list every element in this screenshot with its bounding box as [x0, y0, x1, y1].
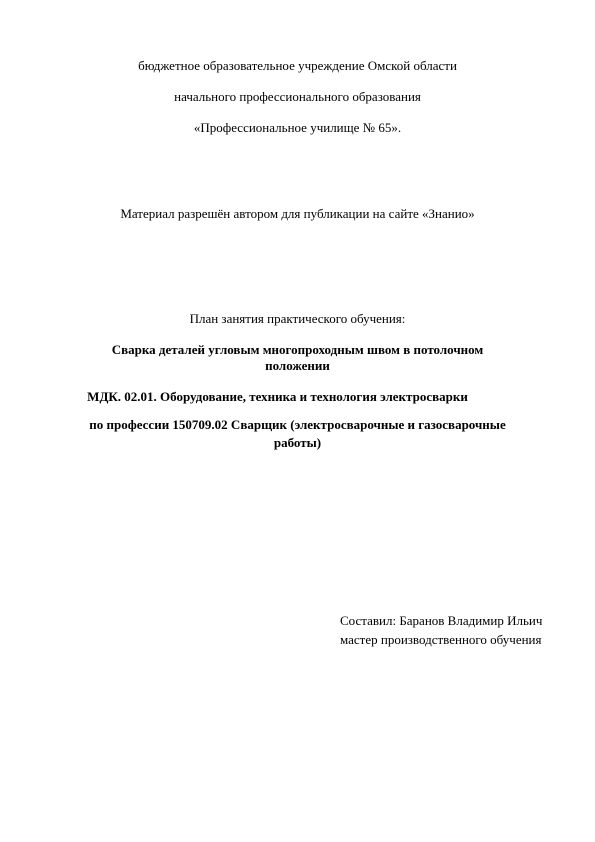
- compiled-by: Составил: Баранов Владимир Ильич: [340, 613, 543, 628]
- lesson-topic-line-1: Сварка деталей угловым многопроходным швом в потолочном: [111, 342, 484, 357]
- profession-line-2: работы): [273, 435, 322, 450]
- profession-line-1: по профессии 150709.02 Сварщик (электросварочные и газосварочные: [89, 417, 506, 432]
- module-title: МДК. 02.01. Оборудование, техника и технология электросварки: [87, 389, 468, 404]
- permission-note: Материал разрешён автором для публикации на сайте «Знанио»: [120, 206, 475, 221]
- institution-line-2: начального профессионального образования: [174, 89, 421, 104]
- institution-line-1: бюджетное образовательное учреждение Омской области: [138, 58, 457, 73]
- lesson-topic-line-2: положении: [265, 358, 330, 373]
- institution-name: «Профессиональное училище № 65».: [193, 120, 402, 135]
- plan-title: План занятия практического обучения:: [189, 311, 406, 326]
- author-position: мастер производственного обучения: [340, 632, 542, 647]
